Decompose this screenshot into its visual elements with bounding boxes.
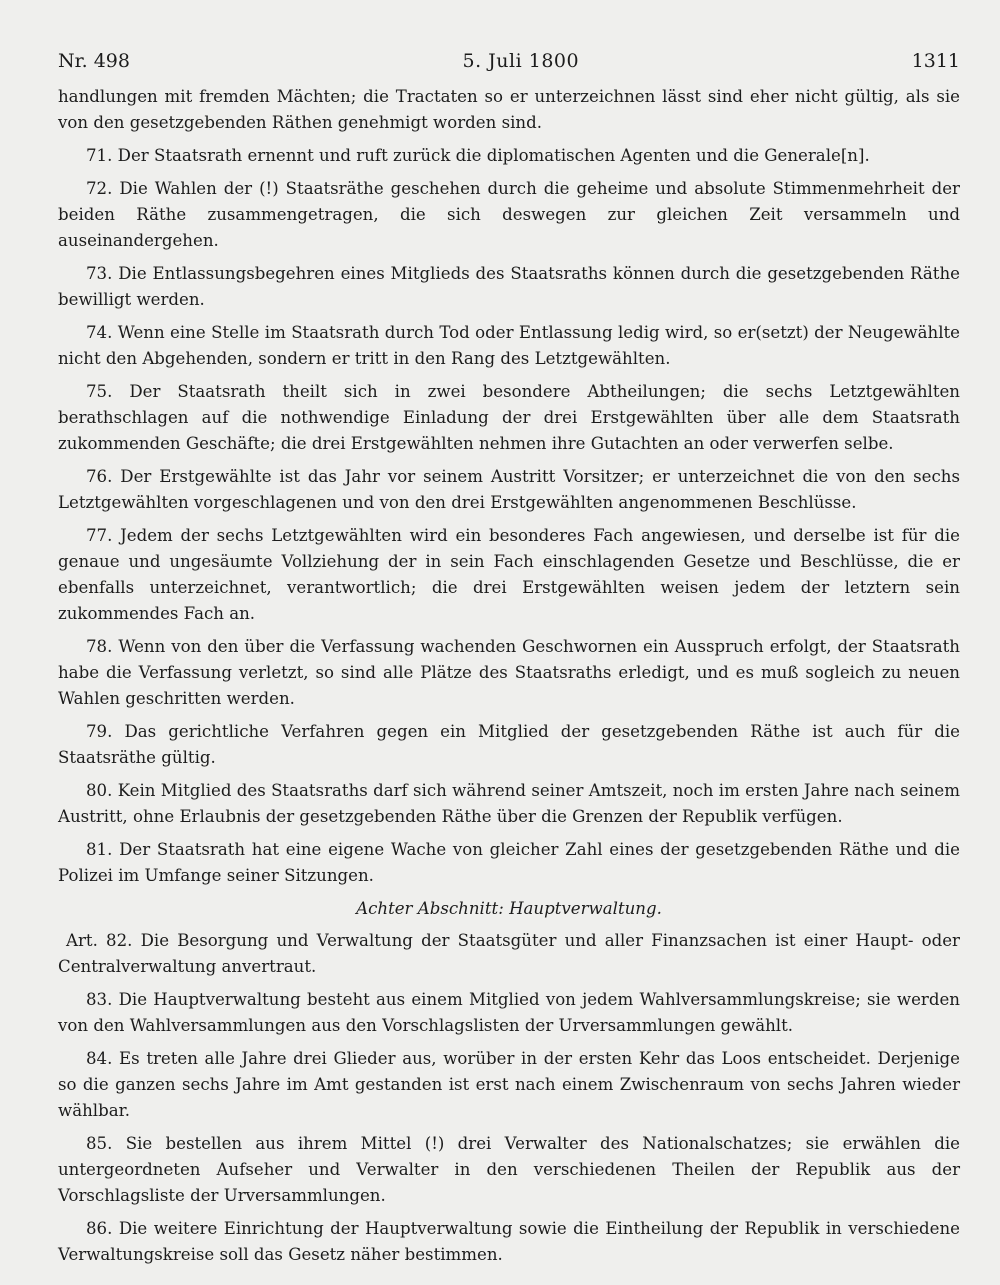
article-80: 80. Kein Mitglied des Staatsraths darf sich während seiner Amtszeit, noch im ersten Jahre nach seinem Austritt, ohne Erlaubnis der gesetzgebenden Räthe über die Grenzen der Republik verfügen.	[58, 781, 960, 826]
article-72: 72. Die Wahlen der (!) Staatsräthe geschehen durch die geheime und absolute Stimmenmehrheit der beiden Räthe zusammengetragen, die sich deswegen zur gleichen Zeit versammeln und auseinandergehen.	[58, 179, 960, 250]
article-73: 73. Die Entlassungsbegehren eines Mitglieds des Staatsraths können durch die gesetzgebenden Räthe bewilligt werden.	[58, 264, 960, 309]
page-number: 1311	[911, 50, 960, 72]
section-heading: Achter Abschnitt: Hauptverwaltung.	[356, 899, 662, 918]
document-number: Nr. 498	[58, 50, 130, 72]
article-79: 79. Das gerichtliche Verfahren gegen ein Mitglied der gesetzgebenden Räthe ist auch für die Staatsräthe gültig.	[58, 722, 960, 767]
article-82: Art. 82. Die Besorgung und Verwaltung der Staatsgüter und aller Finanzsachen ist einer Haupt- oder Centralverwaltung anvertraut.	[58, 931, 960, 976]
article-83: 83. Die Hauptverwaltung besteht aus einem Mitglied von jedem Wahlversammlungskreise; sie werden von den Wahlversammlungen aus den Vorschlagslisten der Urversammlungen gewählt.	[58, 990, 960, 1035]
article-86: 86. Die weitere Einrichtung der Hauptverwaltung sowie die Eintheilung der Republik in verschiedene Verwaltungskreise soll das Gesetz näher bestimmen.	[58, 1219, 960, 1264]
article-78: 78. Wenn von den über die Verfassung wachenden Geschwornen ein Ausspruch erfolgt, der Staatsrath habe die Verfassung verletzt, so sind alle Plätze des Staatsraths erledigt, und es muß sogleich zu neuen Wahlen geschritten werden.	[58, 637, 960, 708]
document-date: 5. Juli 1800	[462, 50, 580, 72]
paragraph-continuation: handlungen mit fremden Mächten; die Tractaten so er unterzeichnen lässt sind eher nicht gültig, als sie von den gesetzgebenden Räthen genehmigt worden sind.	[58, 87, 960, 132]
article-81: 81. Der Staatsrath hat eine eigene Wache von gleicher Zahl eines der gesetzgebenden Räthe und die Polizei im Umfange seiner Sitzungen.	[58, 840, 960, 885]
article-74: 74. Wenn eine Stelle im Staatsrath durch Tod oder Entlassung ledig wird, so er(setzt) der Neugewählte nicht den Abgehenden, sondern er tritt in den Rang des Letztgewählten.	[58, 323, 960, 368]
article-85: 85. Sie bestellen aus ihrem Mittel (!) drei Verwalter des Nationalschatzes; sie erwählen die untergeordneten Aufseher und Verwalter in den verschiedenen Theilen der Republik aus der Vorschlagsliste der Urversammlungen.	[58, 1134, 960, 1205]
article-75: 75. Der Staatsrath theilt sich in zwei besondere Abtheilungen; die sechs Letztgewählten berathschlagen auf die nothwendige Einladung der drei Erstgewählten über alle dem Staatsrath zukommenden Geschäfte; die drei Erstgewählten nehmen ihre Gutachten an oder verwerfen selbe.	[58, 382, 960, 453]
document-body	[58, 84, 960, 1268]
page-header	[58, 50, 960, 72]
article-76: 76. Der Erstgewählte ist das Jahr vor seinem Austritt Vorsitzer; er unterzeichnet die von den sechs Letztgewählten vorgeschlagenen und von den drei Erstgewählten angenommenen Beschlüsse.	[58, 467, 960, 512]
article-77: 77. Jedem der sechs Letztgewählten wird ein besonderes Fach angewiesen, und derselbe ist für die genaue und ungesäumte Vollziehung der in sein Fach einschlagenden Gesetze und Beschlüsse, die er ebenfalls unterzeichnet, verantwortlich; die drei Erstgewählten weisen jedem der letztern sein zukommendes Fach an.	[58, 526, 960, 623]
article-71: 71. Der Staatsrath ernennt und ruft zurück die diplomatischen Agenten und die Generale[n].	[86, 146, 870, 165]
article-84: 84. Es treten alle Jahre drei Glieder aus, worüber in der ersten Kehr das Loos entscheidet. Derjenige so die ganzen sechs Jahre im Amt gestanden ist erst nach einem Zwischenraum von sechs Jahren wieder wählbar.	[58, 1049, 960, 1120]
